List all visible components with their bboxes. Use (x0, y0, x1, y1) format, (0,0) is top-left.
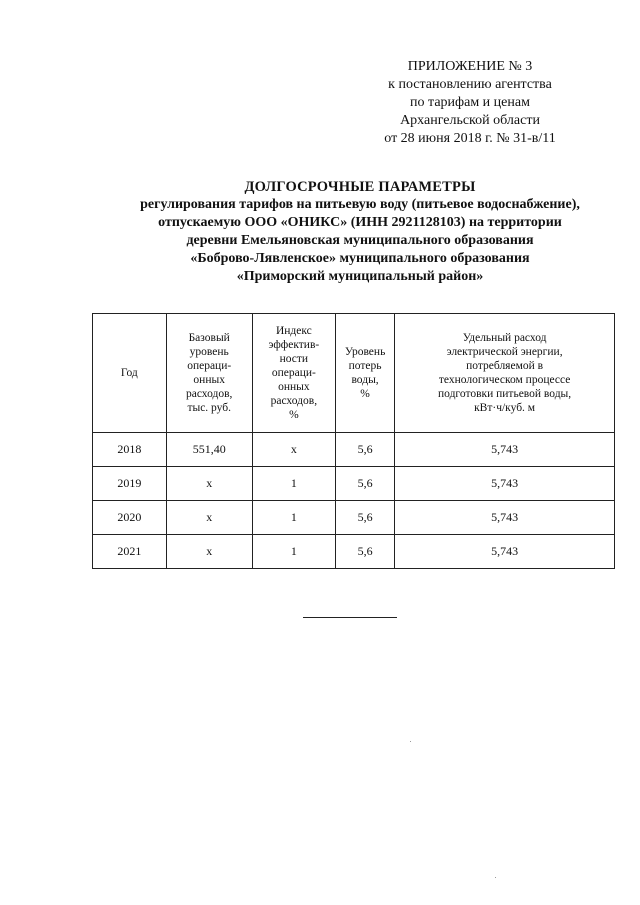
header-line: тыс. руб. (187, 402, 231, 414)
header-line: онных (278, 381, 310, 393)
header-line: онных (193, 374, 225, 386)
cell-efficiency-index: 1 (252, 535, 335, 569)
header-line: технологическом процессе (438, 374, 571, 386)
parameters-table (92, 313, 615, 569)
document-subtitle-line: регулирования тарифов на питьевую воду (питьевое водоснабжение), (140, 197, 580, 212)
document-title: ДОЛГОСРОЧНЫЕ ПАРАМЕТРЫ (244, 179, 476, 195)
cell-water-loss: 5,6 (335, 535, 394, 569)
header-line: операци- (271, 367, 316, 379)
appendix-number: ПРИЛОЖЕНИЕ № 3 (407, 59, 533, 74)
closing-divider (303, 617, 397, 618)
table-row (93, 535, 615, 569)
header-line: кВт·ч/куб. м (474, 402, 536, 414)
cell-efficiency-index: х (252, 433, 335, 467)
header-line: % (360, 388, 370, 400)
cell-year: 2019 (93, 467, 167, 501)
header-line: % (289, 409, 299, 421)
header-line: Удельный расход (462, 332, 547, 344)
header-line: Уровень (344, 346, 386, 358)
appendix-line: Архангельской области (400, 113, 540, 128)
scan-speck (495, 877, 496, 878)
cell-energy-consumption: 5,743 (395, 467, 615, 501)
table-row (93, 501, 615, 535)
header-energy-consumption (395, 314, 615, 433)
cell-year: 2020 (93, 501, 167, 535)
appendix-line: по тарифам и ценам (410, 95, 530, 110)
header-water-loss (335, 314, 394, 433)
cell-energy-consumption: 5,743 (395, 535, 615, 569)
header-line: расходов, (270, 395, 318, 407)
cell-base-level: х (166, 535, 252, 569)
cell-base-level: х (166, 467, 252, 501)
cell-water-loss: 5,6 (335, 467, 394, 501)
header-line: Год (120, 367, 138, 379)
cell-energy-consumption: 5,743 (395, 501, 615, 535)
header-line: потребляемой в (466, 360, 544, 372)
appendix-line: к постановлению агентства (388, 77, 552, 92)
header-line: потерь (348, 360, 382, 372)
table-header-row (93, 314, 615, 433)
header-line: эффектив- (268, 339, 320, 351)
header-line: уровень (189, 346, 229, 358)
table-row (93, 433, 615, 467)
scan-speck (410, 741, 411, 742)
document-subtitle-line: отпускаемую ООО «ОНИКС» (ИНН 2921128103) на территории (158, 215, 562, 230)
header-efficiency-index (252, 314, 335, 433)
cell-water-loss: 5,6 (335, 501, 394, 535)
cell-energy-consumption: 5,743 (395, 433, 615, 467)
cell-base-level: 551,40 (166, 433, 252, 467)
header-base-level (166, 314, 252, 433)
document-subtitle-line: «Приморский муниципальный район» (236, 269, 484, 284)
cell-year: 2018 (93, 433, 167, 467)
header-line: подготовки питьевой воды, (438, 388, 572, 400)
cell-efficiency-index: 1 (252, 467, 335, 501)
header-line: электрической энергии, (446, 346, 563, 358)
document-subtitle-line: деревни Емельяновская муниципального образования (186, 233, 534, 248)
header-line: ности (279, 353, 309, 365)
appendix-date: от 28 июня 2018 г. № 31-в/11 (384, 131, 556, 146)
header-line: Базовый (188, 332, 230, 344)
header-year (93, 314, 167, 433)
cell-base-level: х (166, 501, 252, 535)
header-line: воды, (351, 374, 379, 386)
cell-year: 2021 (93, 535, 167, 569)
header-line: Индекс (275, 325, 312, 337)
table-row (93, 467, 615, 501)
document-subtitle-line: «Боброво-Лявленское» муниципального образования (190, 251, 530, 266)
cell-efficiency-index: 1 (252, 501, 335, 535)
header-line: операци- (187, 360, 232, 372)
header-line: расходов, (185, 388, 233, 400)
document-heading (80, 178, 640, 286)
cell-water-loss: 5,6 (335, 433, 394, 467)
appendix-block (360, 58, 580, 148)
